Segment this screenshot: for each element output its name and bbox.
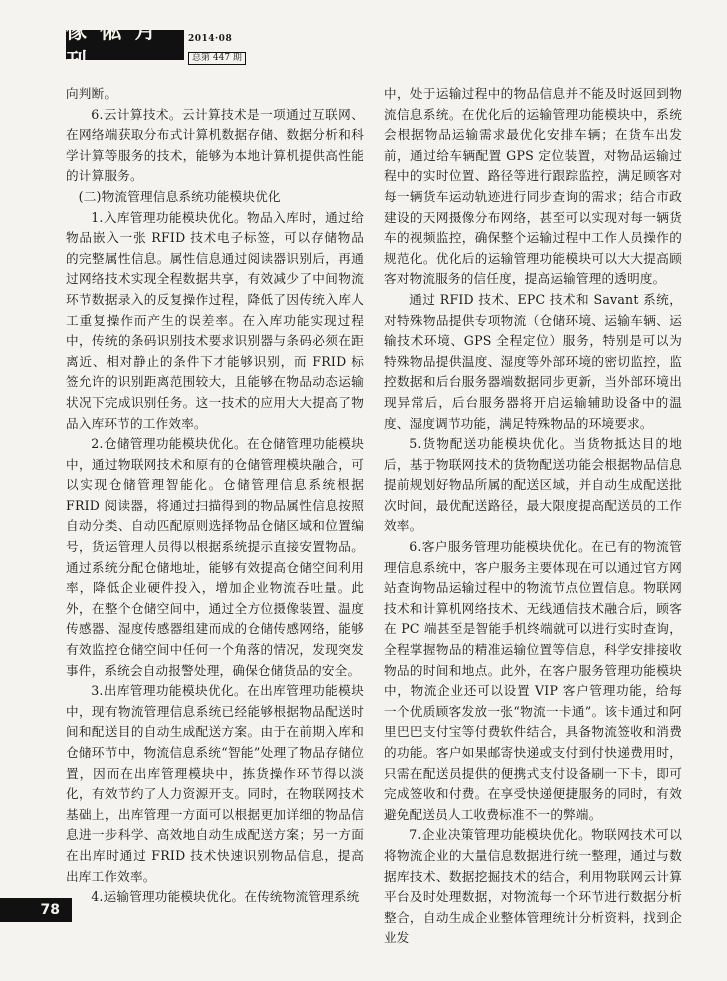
- issue-total: 总第 447 期: [188, 52, 246, 65]
- left-column: [66, 84, 364, 908]
- paragraph: 3.出库管理功能模块优化。在出库管理功能模块中，现有物流管理信息系统已经能够根据物品配送时间和配送目的自动生成配送方案。由于在前期入库和仓储环节中，物流信息系统“智能”处理了物品存储位置，因而在出库管理模块中，拣货操作环节得以淡化，有效节约了人力资源开支。同时，在物联网技术基础上，出库管理一方面可以根据更加详细的物品信息进一步科学、高效地自动生成配送方案；另一方面在出库时通过 FRID 技术快速识别物品信息，提高出库工作效率。: [66, 683, 364, 884]
- paragraph: 1.入库管理功能模块优化。物品入库时，通过给物品嵌入一张 RFID 技术电子标签，可以存储物品的完整属性信息。属性信息通过阅读器识别后，再通过网络技术实现全程数据共享，有效减少了中间物流环节数据录入的反复操作过程，降低了因传统入库人工重复操作而产生的误差率。在入库功能实现过程中，传统的条码识别技术要求识别器与条码必须在距离近、相对静止的条件下才能够识别，而 FRID 标签允许的识别距离范围较大，且能够在物品动态运输状况下完成识别任务。这一技术的应用大大提高了物品入库环节的工作效率。: [66, 209, 364, 431]
- journal-title: 傢 俬 月 刊: [66, 30, 184, 60]
- page-number: 78: [0, 898, 72, 922]
- issue-year: 2014·08: [188, 34, 233, 44]
- paragraph: 6.云计算技术。云计算技术是一项通过互联网、在网络端获取分布式计算机数据存储、数据分析和科学计算等服务的技术，能够为本地计算机提供高性能的计算服务。: [66, 106, 364, 184]
- right-column: [384, 84, 682, 949]
- paragraph: 中，处于运输过程中的物品信息并不能及时返回到物流信息系统。在优化后的运输管理功能模块中，系统会根据物品运输需求最优化安排车辆；在货车出发前，通过给车辆配置 GPS 定位装置，对物品运输过程中的实时位置、路径等进行跟踪监控，满足顾客对每一辆货车运动轨迹进行同步查询的需求；结合市政建设的天网摄像分布网络，甚至可以实现对每一辆货车的视频监控，确保整个运输过程中工作人员操作的规范化。优化后的运输管理功能模块可以大大提高顾客对物流服务的信任度，提高运输管理的透明度。: [384, 86, 682, 287]
- issue-info: [188, 34, 262, 63]
- paragraph: 5.货物配送功能模块优化。当货物抵达目的地后，基于物联网技术的货物配送功能会根据物品信息提前规划好物品所属的配送区域，并自动生成配送批次时间，最优配送路径，最大限度提高配送员的工作效率。: [384, 436, 682, 534]
- paragraph: 2.仓储管理功能模块优化。在仓储管理功能模块中，通过物联网技术和原有的仓储管理模块融合，可以实现仓储管理智能化。仓储管理信息系统根据 FRID 阅读器，将通过扫描得到的物品属性信息按照自动分类、自动匹配原则选择物品仓储区域和位置编号，货运管理人员得以根据系统提示直接安置物品。通过系统分配仓储地址，能够有效提高仓储空间利用率，降低企业硬件投入，增加企业物流吞吐量。此外，在整个仓储空间中，通过全方位摄像装置、温度传感器、湿度传感器组建而成的仓储传感网络，能够有效监控仓储空间中任何一个角落的情况，发现突发事件，系统会自动报警处理，确保仓储货品的安全。: [66, 436, 364, 678]
- paragraph: 6.客户服务管理功能模块优化。在已有的物流管理信息系统中，客户服务主要体现在可以通过官方网站查询物品运输过程中的物流节点位置信息。物联网技术和计算机网络技术、无线通信技术融合后，顾客在 PC 端甚至是智能手机终端就可以进行实时查询，全程掌握物品的精准运输位置等信息，科学安排接收物品的时间和地点。此外，在客户服务管理功能模块中，物流企业还可以设置 VIP 客户管理功能，给每一个优质顾客发放一张“物流一卡通”。该卡通过和阿里巴巴支付宝等付费软件结合，具备物流签收和消费的功能。客户如果邮寄快递或支付到付快递费用时，只需在配送员提供的便携式支付设备刷一下卡，即可完成签收和付费。在享受快递便捷服务的同时，有效避免配送员人工收费标准不一的弊端。: [384, 539, 682, 822]
- paragraph: 7.企业决策管理功能模块优化。物联网技术可以将物流企业的大量信息数据进行统一整理，通过与数据库技术、数据挖掘技术的结合，利用物联网云计算平台及时处理数据，对物流每一个环节进行数据分析整合，自动生成企业整体管理统计分析资料，找到企业发: [384, 827, 682, 946]
- section-heading: (二)物流管理信息系统功能模块优化: [78, 188, 281, 204]
- journal-header: [66, 18, 326, 73]
- paragraph: 通过 RFID 技术、EPC 技术和 Savant 系统，对特殊物品提供专项物流（仓储环境、运输车辆、运输技术环境、GPS 全程定位）服务，特别是可以为特殊物品提供温度、湿度等外部环境的密切监控，监控数据和后台服务器端数据同步更新，当外部环境出现异常后，后台服务器将开启运输辅助设备中的温度、湿度调节功能，满足特殊物品的环境要求。: [384, 291, 682, 431]
- paragraph: 向判断。: [66, 86, 118, 101]
- paragraph: 4.运输管理功能模块优化。在传统物流管理系统: [91, 889, 360, 905]
